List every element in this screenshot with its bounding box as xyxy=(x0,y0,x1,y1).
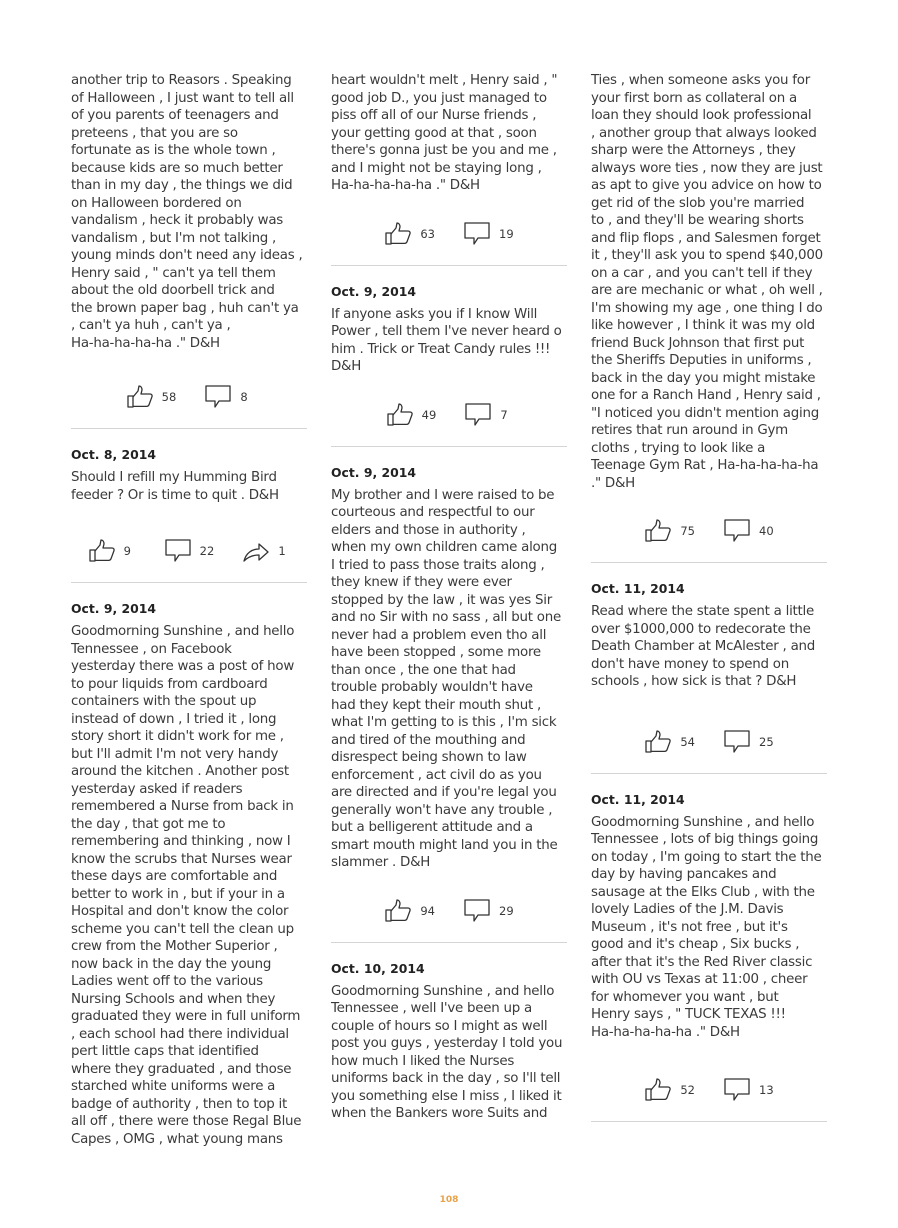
like-button[interactable] xyxy=(386,403,437,427)
like-button[interactable] xyxy=(384,222,435,246)
post-actions xyxy=(331,886,567,936)
comment-icon xyxy=(204,384,232,410)
post-actions xyxy=(331,390,567,440)
post-actions xyxy=(591,1065,827,1115)
like-button[interactable] xyxy=(88,539,136,563)
share-arrow-icon xyxy=(242,539,270,563)
post xyxy=(71,583,307,1148)
comment-button[interactable] xyxy=(463,898,514,924)
post-text: another trip to Reasors . Speaking of Halloween , I just want to tell all of you parents of teenagers and preteens , that you are so fortunate as is the whole town , because kids are so much better than in my day , the things we did on Halloween bordered on vandalism , heck it probably was vandalism , but I'm not talking , young minds don't need any ideas , Henry said , " can't ya tell them about the old doorbell trick and the brown paper bag , huh can't ya , can't ya huh , can't ya , Ha-ha-ha-ha-ha ." D&H xyxy=(71,73,303,351)
comment-icon xyxy=(463,898,491,924)
comment-count: 7 xyxy=(500,407,508,422)
post-text: Should I refill my Humming Bird feeder ? Or is time to quit . D&H xyxy=(71,470,279,503)
post-text: Ties , when someone asks you for your first born as collateral on a loan they should look professional , another group that always looked sharp were the Attorneys , they always wore ties , now they are just as apt to give you advice on how to get rid of the slob you're married to , and they'll be wearing shorts and flip flops , and Salesmen forget it , they'll ask you to spend $40,000 on a car , and you can't tell if they are are mechanic or what , oh well , I'm showing my age , one thing I do like however , I think it was my old friend Buck Johnson that first put the Sheriffs Deputies in uniforms , back in the day you might mistake one for a Ranch Hand , Henry said , "I noticed you didn't mention aging retires that run around in Gym cloths , trying to look like a Teenage Gym Rat , Ha-ha-ha-ha-ha ." D&H xyxy=(591,73,823,491)
post-text: Goodmorning Sunshine , and hello Tennessee , lots of big things going on today , I'm going to start the the day by having pancakes and sausage at the Elks Club , with the lovely Ladies of the J.M. Davis Museum , it's not free , but it's good and it's cheap , Six bucks , after that it's the Red River classic with OU vs Texas at 11:00 , cheer for whomever you want , but Henry says , " TUCK TEXAS !!! Ha-ha-ha-ha-ha ." D&H xyxy=(591,814,822,1040)
comment-button[interactable] xyxy=(204,384,252,410)
like-count: 94 xyxy=(420,903,435,918)
post xyxy=(591,72,827,563)
post-date: Oct. 9, 2014 xyxy=(331,283,416,299)
like-count: 9 xyxy=(123,544,131,558)
post xyxy=(71,72,307,429)
like-count: 54 xyxy=(680,734,695,749)
comment-icon xyxy=(164,538,192,564)
comment-count: 22 xyxy=(199,544,215,558)
comment-button[interactable] xyxy=(723,729,774,755)
comment-button[interactable] xyxy=(164,538,215,564)
post xyxy=(71,429,307,583)
comment-icon xyxy=(464,402,492,428)
post-text: Goodmorning Sunshine , and hello Tennessee , on Facebook yesterday there was a post of how to pour liquids from cardboard containers with the spout up instead of down , I tried it , long story short it didn't work for me , but I'll admit I'm not very handy around the kitchen . Another post yesterday asked if readers remembered a Nurse from back in the day , that got me to remembering and thinking , now I know the scrubs that Nurses wear these days are comfortable and better to work in , but if your in a Hospital and don't know the color scheme you can't tell the clean up crew from the Mother Superior , now back in the day the young Ladies went off to the various Nursing Schools and when they graduated they were in full uniform , each school had there individual pert little caps that identified where they graduated , and those starched white uniforms were a badge of authority , then to top it all off , there were those Regal Blue Capes , OMG , what young mans xyxy=(71,624,302,1147)
comment-icon xyxy=(463,221,491,247)
comment-count: 25 xyxy=(759,734,774,749)
like-button[interactable] xyxy=(644,1078,695,1102)
post-text: heart wouldn't melt , Henry said , " good job D., you just managed to piss off all of our Nurse friends , your getting good at that , soon there's gonna just be you and me , and I might not be staying long , Ha-ha-ha-ha-ha ." D&H xyxy=(331,73,558,193)
post-text: Goodmorning Sunshine , and hello Tennessee , well I've been up a couple of hours so I might as well post you guys , yesterday I told you how much I liked the Nurses uniforms back in the day , so I'll tell you something else I miss , I liked it when the Bankers wore Suits and xyxy=(331,983,563,1121)
like-button[interactable] xyxy=(644,730,695,754)
thumbs-up-icon xyxy=(384,222,412,246)
comment-count: 19 xyxy=(499,226,514,241)
like-count: 63 xyxy=(420,226,435,241)
post xyxy=(331,72,567,266)
comment-icon xyxy=(723,518,751,544)
post-actions xyxy=(591,717,827,767)
comment-button[interactable] xyxy=(723,1077,774,1103)
comment-icon xyxy=(723,1077,751,1103)
post xyxy=(331,447,567,943)
thumbs-up-icon xyxy=(644,519,672,543)
comment-count: 29 xyxy=(499,903,514,918)
post xyxy=(591,563,827,774)
post xyxy=(331,943,567,1123)
post-actions xyxy=(591,506,827,556)
post-date: Oct. 8, 2014 xyxy=(71,447,156,462)
post-date: Oct. 9, 2014 xyxy=(71,601,156,616)
comment-icon xyxy=(723,729,751,755)
post-text: My brother and I were raised to be courteous and respectful to our elders and those in authority , when my own children came along I tried to pass those traits along , they knew if they were ever stopped by the law , it was yes Sir and no Sir with no sass , all but one never had a problem even tho all have been stopped , some more than once , the one that had trouble probably wouldn't have had they kept their mouth shut , what I'm getting to is this , I'm sick and tired of the mouthing and disrespect being shown to law enforcement , act civil do as you are directed and if you're legal you generally won't have any trouble , but a belligerent attitude and a smart mouth might land you in the slammer . D&H xyxy=(331,487,561,870)
comment-count: 40 xyxy=(759,524,774,538)
share-button[interactable] xyxy=(242,539,290,563)
thumbs-up-icon xyxy=(126,385,154,409)
like-count: 49 xyxy=(421,407,437,422)
divider xyxy=(591,1121,827,1122)
column-2 xyxy=(331,72,567,1123)
column-3 xyxy=(591,72,827,1122)
like-count: 75 xyxy=(680,524,695,538)
thumbs-up-icon xyxy=(88,539,116,563)
column-1 xyxy=(71,72,307,1148)
comment-button[interactable] xyxy=(463,221,514,247)
post-actions xyxy=(71,526,307,576)
like-count: 58 xyxy=(161,390,177,404)
like-count: 52 xyxy=(680,1083,695,1097)
comment-count: 8 xyxy=(240,390,248,404)
post-date: Oct. 11, 2014 xyxy=(591,791,685,807)
like-button[interactable] xyxy=(644,519,695,543)
comment-button[interactable] xyxy=(464,402,512,428)
post xyxy=(591,774,827,1123)
thumbs-up-icon xyxy=(384,899,412,923)
thumbs-up-icon xyxy=(644,1078,672,1102)
page-number: 108 xyxy=(439,1195,459,1205)
post-text: Read where the state spent a little over $1000,000 to redecorate the Death Chamber at McAlester , and don't have money to spend on schools , how sick is that ? D&H xyxy=(591,604,816,689)
thumbs-up-icon xyxy=(386,403,414,427)
post-date: Oct. 9, 2014 xyxy=(331,464,416,480)
post xyxy=(331,266,567,447)
comment-count: 13 xyxy=(759,1083,774,1097)
like-button[interactable] xyxy=(126,385,177,409)
comment-button[interactable] xyxy=(723,518,774,544)
post-actions xyxy=(71,372,307,422)
post-date: Oct. 11, 2014 xyxy=(591,581,685,596)
post-actions xyxy=(331,209,567,259)
share-count: 1 xyxy=(278,544,286,558)
thumbs-up-icon xyxy=(644,730,672,754)
post-text: If anyone asks you if I know Will Power , tell them I've never heard o him . Trick or Treat Candy rules !!! D&H xyxy=(331,306,562,374)
post-date: Oct. 10, 2014 xyxy=(331,960,425,976)
like-button[interactable] xyxy=(384,899,435,923)
